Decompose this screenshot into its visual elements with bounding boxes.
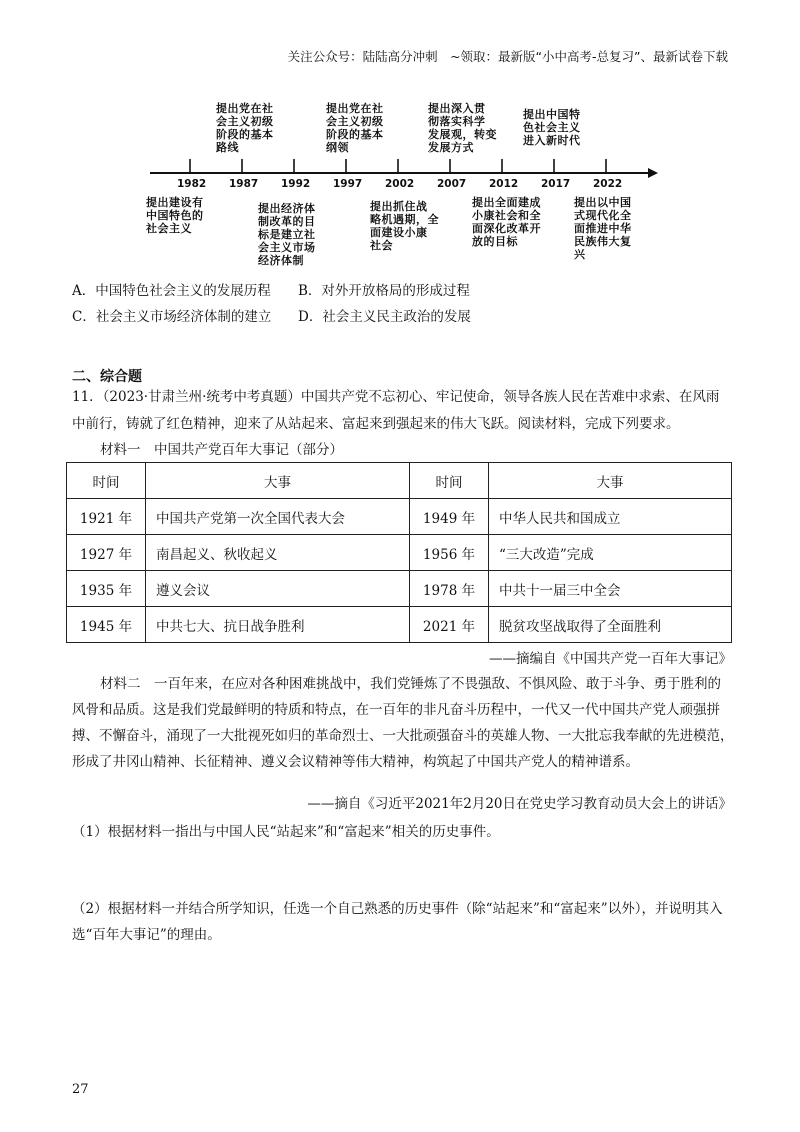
table-row: [67, 499, 732, 535]
timeline-year-label: 2012: [489, 178, 519, 190]
timeline-note-2012: 提出全面建成 小康社会和全 面深化改革开 放的目标: [472, 196, 541, 248]
timeline-year-label: 2022: [593, 178, 623, 190]
table-row: [67, 607, 732, 643]
header-event-1: 大事: [146, 463, 410, 499]
timeline-year-label: 1982: [177, 178, 207, 190]
timeline-year-label: 2002: [385, 178, 415, 190]
timeline-year-label: 1992: [281, 178, 311, 190]
cell-year: 1935 年: [67, 571, 146, 607]
timeline-year-label: 1987: [229, 178, 259, 190]
cell-year: 1978 年: [410, 571, 489, 607]
table-row: [67, 571, 732, 607]
timeline-note-2022: 提出以中国 式现代化全 面推进中华 民族伟大复 兴: [574, 196, 632, 261]
cell-event: 中国共产党第一次全国代表大会: [146, 499, 410, 535]
cell-event: 南昌起义、秋收起义: [146, 535, 410, 571]
question-stem: 11．（2023·甘肃兰州·统考中考真题）中国共产党不忘初心、牢记使命，领导各族人民在苦难中求索、在风雨中前行，铸就了红色精神，迎来了从站起来、富起来到强起来的伟大飞跃。阅读材料，完成下列要求。: [72, 389, 720, 432]
cell-event: 中共十一届三中全会: [489, 571, 732, 607]
page-number: 27: [72, 1082, 89, 1097]
cell-event: 遵义会议: [146, 571, 410, 607]
option-c: C．社会主义市场经济体制的建立: [72, 309, 272, 325]
table-header-row: [67, 463, 732, 499]
cell-year: 2021 年: [410, 607, 489, 643]
option-d: D．社会主义民主政治的发展: [298, 309, 471, 325]
timeline-diagram: [140, 98, 660, 270]
header-event-2: 大事: [489, 463, 732, 499]
page-header: 关注公众号：陆陆高分冲刺 ~领取：最新版“小中高考-总复习”、最新试卷下载: [287, 49, 728, 64]
timeline-note-2007: 提出深入贯 彻落实科学 发展观，转变 发展方式: [428, 102, 497, 154]
events-table: [66, 462, 732, 643]
cell-event: “三大改造”完成: [489, 535, 732, 571]
material1-title: 材料一 中国共产党百年大事记（部分）: [100, 442, 343, 458]
timeline-note-1997: 提出党在社 会主义初级 阶段的基本 纲领: [326, 102, 384, 154]
timeline-note-1987: 提出党在社 会主义初级 阶段的基本 路线: [216, 102, 274, 154]
material2-text: 材料二 一百年来，在应对各种困难挑战中，我们党锤炼了不畏强敌、不惧风险、敢于斗争、勇于胜利的风骨和品质。这是我们党最鲜明的特质和特点，在一百年的非凡奋斗历程中，一代又一代中国共产党人顽强拼搏、不懈奋斗，涌现了一大批视死如归的革命烈士、一大批顽强奋斗的英雄人物、一大批忘我奉献的先进模范，形成了井冈山精神、长征精神、遵义会议精神等伟大精神，构筑起了中国共产党人的精神谱系。: [72, 676, 734, 770]
timeline-note-1982: 提出建设有 中国特色的 社会主义: [146, 196, 204, 235]
cell-year: 1949 年: [410, 499, 489, 535]
timeline-note-2002: 提出抓住战 略机遇期，全 面建设小康 社会: [370, 200, 439, 252]
cell-year: 1945 年: [67, 607, 146, 643]
timeline-year-label: 2017: [541, 178, 571, 190]
cell-event: 脱贫攻坚战取得了全面胜利: [489, 607, 732, 643]
cell-event: 中共七大、抗日战争胜利: [146, 607, 410, 643]
section-title: 二、综合题: [72, 369, 142, 385]
material1-source: ——摘编自《中国共产党一百年大事记》: [489, 651, 732, 667]
option-a: A．中国特色社会主义的发展历程: [72, 283, 271, 299]
header-time-1: 时间: [67, 463, 146, 499]
timeline-year-label: 2007: [437, 178, 467, 190]
table-row: [67, 535, 732, 571]
cell-event: 中华人民共和国成立: [489, 499, 732, 535]
material2-source: ——摘自《习近平2021年2月20日在党史学习教育动员大会上的讲话》: [307, 796, 732, 812]
cell-year: 1927 年: [67, 535, 146, 571]
header-time-2: 时间: [410, 463, 489, 499]
sub-question-2: （2）根据材料一并结合所学知识，任选一个自己熟悉的历史事件（除“站起来”和“富起来”以外），并说明其入选“百年大事记”的理由。: [72, 901, 723, 943]
timeline-year-label: 1997: [333, 178, 363, 190]
cell-year: 1956 年: [410, 535, 489, 571]
cell-year: 1921 年: [67, 499, 146, 535]
option-b: B．对外开放格局的形成过程: [298, 283, 470, 299]
timeline-note-2017: 提出中国特 色社会主义 进入新时代: [523, 108, 581, 147]
timeline-note-1992: 提出经济体 制改革的目 标是建立社 会主义市场 经济体制: [258, 202, 316, 267]
sub-question-1: （1）根据材料一指出与中国人民“站起来”和“富起来”相关的历史事件。: [72, 824, 500, 840]
